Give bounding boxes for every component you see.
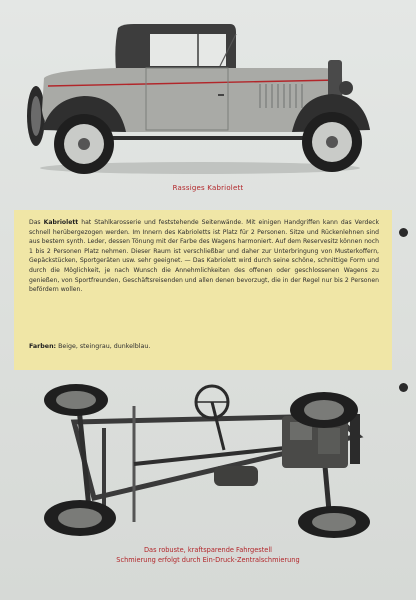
description-paragraph (29, 218, 379, 295)
chassis-caption-line-2: Schmierung erfolgt durch Ein-Druck-Zentralschmierung (116, 556, 300, 564)
punch-hole (399, 383, 408, 392)
chassis-illustration (34, 382, 382, 542)
paragraph-body: hat Stahlkarosserie und feststehende Seitenwände. Mit einigen Handgriffen kann das Verdeck schnell herübergezogen werden. Im Innern des Kabrioletts ist Platz für 2 Personen. Sitze und Rückenlehnen sind aus bestem synth. Leder, dessen Tönung mit der Farbe des Wagens harmoniert. Auf dem Reservesitz können noch 1 bis 2 Personen Platz nehmen. Dieser Raum ist verschließbar und daher zur Unterbringung von Musterkoffern, Gepäckstücken, Sportgeräten usw. sehr geeignet. — Das Kabriolett wird durch seine schöne, schnittige Form und durch die Möglichkeit, je nach Wunsch die Annehmlichkeiten des offenen oder geschlossenen Wagens zu genießen, von Sportfreunden, Geschäftsreisenden und allen denen bevorzugt, die in der Regel nur bis 2 Personen befördern wollen. (29, 219, 379, 294)
colors-value: Beige, steingrau, dunkelblau. (56, 343, 151, 350)
paragraph-bold-term: Kabriolett (43, 219, 79, 226)
colors-label: Farben: (29, 343, 57, 350)
cabriolet-car-illustration (22, 20, 378, 180)
punch-hole (399, 228, 408, 237)
paragraph-intro: Das (29, 219, 44, 226)
colors-line (29, 343, 379, 350)
chassis-caption-line-1: Das robuste, kraftsparende Fahrgestell (143, 546, 273, 554)
chassis-caption (0, 545, 416, 565)
car-caption: Rassiges Kabriolett (172, 184, 244, 192)
